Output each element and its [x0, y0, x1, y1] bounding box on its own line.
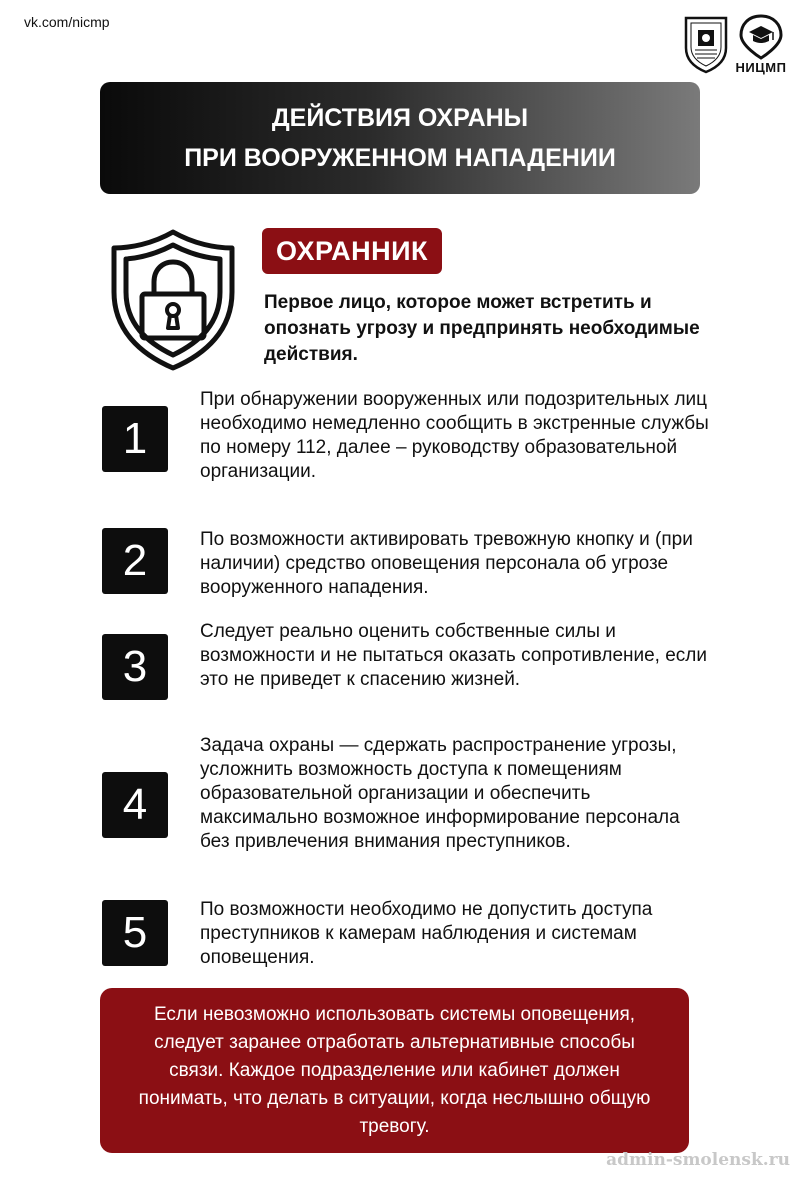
- step-text: При обнаружении вооруженных или подозрительных лиц необходимо немедленно сообщить в экстренные службы по номеру 112, далее – руководству образовательной организации.: [200, 389, 709, 482]
- nicmp-logo: [732, 14, 790, 76]
- alert-note-text: Если невозможно использовать системы оповещения, следует заранее отработать альтернативные способы связи. Каждое подразделение или кабинет должен понимать, что делать в ситуации, когда неслышно общую тревогу.: [138, 1003, 651, 1137]
- brand-label: НИЦМП: [735, 60, 787, 75]
- step-number: 1: [102, 406, 168, 472]
- step-text: По возможности активировать тревожную кнопку и (при наличии) средство оповещения персонала об угрозе вооруженного нападения.: [200, 529, 693, 598]
- watermark: admin-smolensk.ru: [606, 1150, 790, 1170]
- step-number: 2: [102, 528, 168, 594]
- step-text: Задача охраны — сдержать распространение угрозы, усложнить возможность доступа к помещениям образовательной организации и обеспечить максимально возможное информирование персонала без привлечения внимания преступников.: [200, 735, 680, 852]
- shield-lock-icon: [108, 228, 238, 372]
- step-number: 3: [102, 634, 168, 700]
- step-number: 4: [102, 772, 168, 838]
- title-line-1: ДЕЙСТВИЯ ОХРАНЫ: [271, 104, 529, 132]
- graduation-cap-pin-icon: [732, 14, 790, 60]
- title-banner: [100, 82, 700, 194]
- step-text: По возможности необходимо не допустить доступа преступников к камерам наблюдения и системам оповещения.: [200, 899, 653, 968]
- emblem-logo-icon: [682, 14, 730, 74]
- step-number: 5: [102, 900, 168, 966]
- title-line-2: ПРИ ВООРУЖЕННОМ НАПАДЕНИИ: [184, 144, 616, 172]
- role-description: Первое лицо, которое может встретить и опознать угрозу и предпринять необходимые действия.: [264, 292, 700, 365]
- step-text: Следует реально оценить собственные силы и возможности и не пытаться оказать сопротивление, если это не приведет к спасению жизней.: [200, 621, 708, 690]
- role-badge: ОХРАННИК: [262, 228, 442, 274]
- alert-note: [100, 988, 689, 1153]
- source-link[interactable]: vk.com/nicmp: [24, 14, 110, 30]
